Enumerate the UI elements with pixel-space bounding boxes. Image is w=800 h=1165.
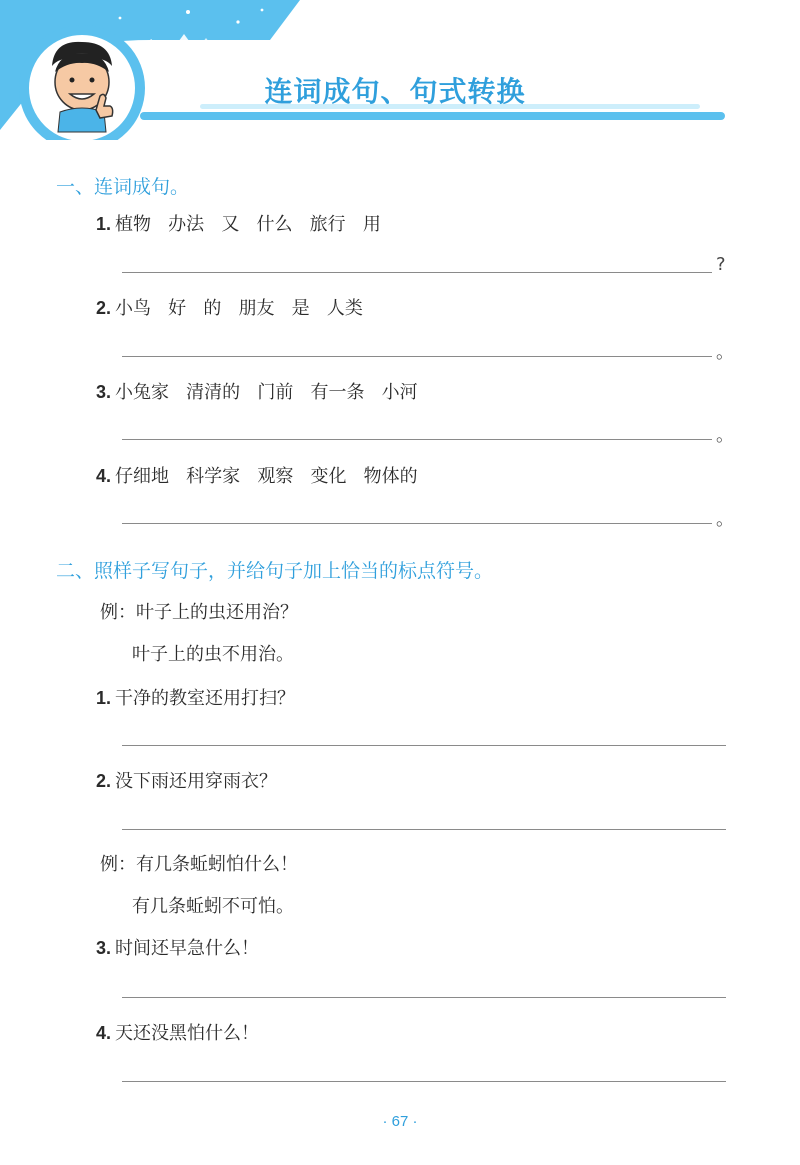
- end-punctuation: 。: [716, 425, 734, 446]
- s2-question-1: [96, 684, 295, 710]
- question-words: 仔细地 科学家 观察 变化 物体的: [115, 466, 418, 487]
- answer-line[interactable]: [122, 1081, 726, 1082]
- page-title: 连词成句、句式转换: [264, 75, 526, 108]
- question-text: 没下雨还用穿雨衣？: [115, 771, 278, 792]
- question-number: 2.: [96, 771, 112, 791]
- question-text: 干净的教室还用打扫？: [115, 688, 296, 709]
- answer-line[interactable]: [122, 272, 712, 273]
- question-words: 小鸟 好 的 朋友 是 人类: [115, 298, 363, 319]
- answer-line[interactable]: [122, 356, 712, 357]
- answer-line[interactable]: [122, 439, 712, 440]
- example-2-answer: 有几条蚯蚓不可怕。: [132, 896, 294, 917]
- end-punctuation: 。: [716, 342, 734, 363]
- section-2-title: 二、照样子写句子，并给句子加上恰当的标点符号。: [56, 560, 494, 582]
- question-number: 4.: [96, 1023, 112, 1043]
- end-punctuation: ?: [716, 254, 726, 275]
- example-1-question: 例：叶子上的虫还用治？: [100, 602, 298, 623]
- end-punctuation: 。: [716, 509, 734, 530]
- question-number: 4.: [96, 466, 112, 486]
- question-number: 1.: [96, 688, 112, 708]
- s2-question-3: [96, 934, 259, 960]
- page-number: · 67 ·: [382, 1113, 418, 1130]
- s2-question-2: [96, 767, 277, 793]
- question-text: 天还没黑怕什么！: [115, 1023, 260, 1044]
- answer-line[interactable]: [122, 997, 726, 998]
- s2-question-4: [96, 1019, 259, 1045]
- question-text: 时间还早急什么！: [115, 938, 260, 959]
- question-words: 植物 办法 又 什么 旅行 用: [115, 214, 381, 235]
- question-number: 1.: [96, 214, 112, 234]
- question-words: 小兔家 清清的 门前 有一条 小河: [115, 382, 418, 403]
- section-1-title: 一、连词成句。: [56, 176, 190, 198]
- s1-question-2: [96, 294, 363, 320]
- header-banner: [0, 0, 800, 140]
- example-1-answer: 叶子上的虫不用治。: [132, 644, 294, 665]
- boy-avatar-icon: [52, 42, 113, 132]
- bike-icon: [134, 40, 163, 56]
- question-number: 3.: [96, 382, 112, 402]
- s1-question-1: [96, 210, 381, 236]
- answer-line[interactable]: [122, 523, 712, 524]
- s1-question-4: [96, 462, 418, 488]
- question-number: 2.: [96, 298, 112, 318]
- answer-line[interactable]: [122, 745, 726, 746]
- answer-line[interactable]: [122, 829, 726, 830]
- example-2-question: 例：有几条蚯蚓怕什么！: [100, 854, 298, 875]
- question-number: 3.: [96, 938, 112, 958]
- s1-question-3: [96, 378, 418, 404]
